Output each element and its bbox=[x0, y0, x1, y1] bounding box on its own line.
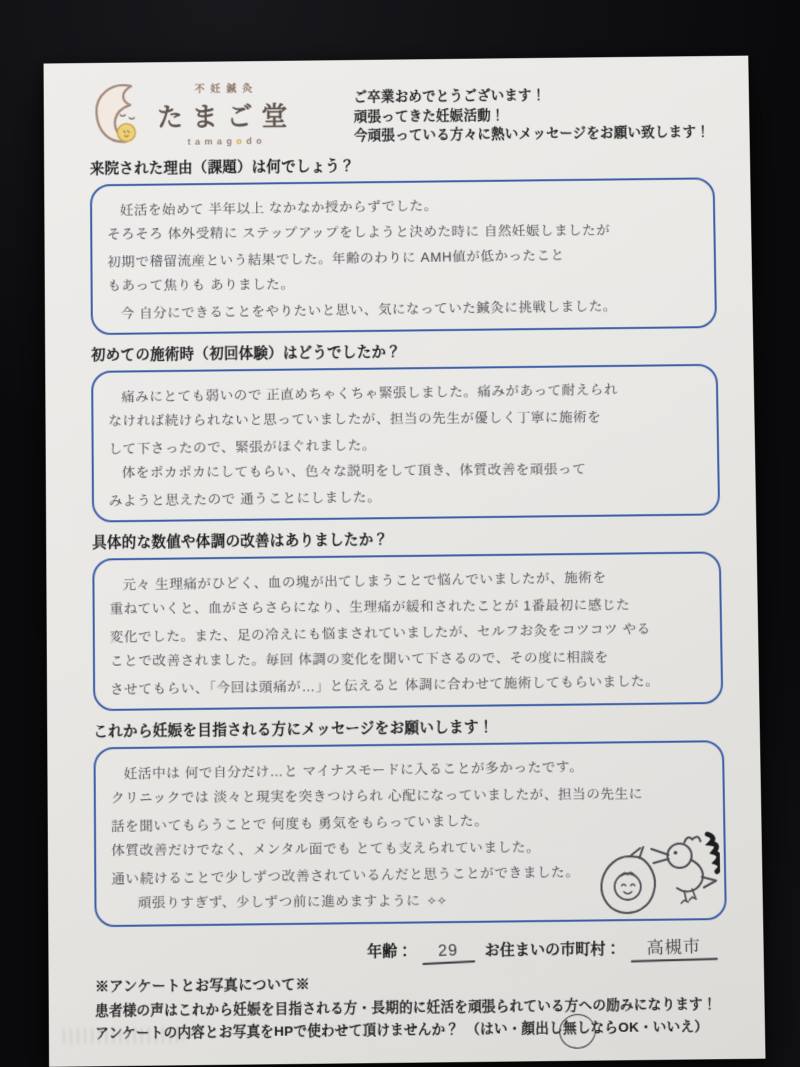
answer-line: 初期で稽留流産という結果でした。年齢のわりに AMH値が低かったこと bbox=[107, 247, 565, 270]
answer-line: 体をポカポカにしてもらい、色々な説明をして頂き、体質改善を頑張って bbox=[121, 461, 587, 480]
answer-line: 変化でした。また、足の冷えにも悩まされていましたが、セルフお灸をコツコツ やる bbox=[109, 620, 651, 645]
romaji-accent-o: o bbox=[236, 135, 247, 146]
answer-line: して下さったので、緊張がほぐれました。 bbox=[108, 437, 377, 457]
circled-option-no-face: 無し bbox=[563, 1016, 591, 1039]
answer-line: もあって焦りも ありました。 bbox=[107, 276, 295, 293]
answer-line: 妊活を始めて 半年以上 なかなか授からずでした。 bbox=[119, 197, 438, 218]
header-message-line: 頑張ってきた妊娠活動！ bbox=[353, 107, 505, 124]
logo-tagline: 不妊鍼灸 bbox=[194, 83, 259, 95]
questionnaire-paper bbox=[44, 56, 766, 1067]
answer-line: 通い続けることで少しずつ改善されているんだと思うことができました。 bbox=[111, 863, 580, 887]
logo-face-icon bbox=[89, 80, 153, 148]
section-message bbox=[93, 712, 727, 926]
answer-line: そろそろ 体外受精に ステップアップをしようと決めた時に 自然妊娠しましたが bbox=[107, 222, 611, 242]
answer-line: させてもらい、「今回は頭痛が…」と伝えると 体調に合わせて施術してもらいました。 bbox=[110, 672, 660, 697]
romaji-part: tamag bbox=[187, 135, 237, 147]
question-1: 来院された理由（課題）は何でしょう？ bbox=[89, 158, 355, 177]
header-message-line: 今頑張っている方々に熱いメッセージをお願い致します！ bbox=[353, 124, 710, 143]
clinic-name: たまご堂 bbox=[156, 100, 297, 132]
age-label: 年齢： bbox=[366, 942, 413, 961]
footer-title: ※アンケートとお写真について※ bbox=[94, 974, 311, 994]
answer-line: 痛みにとても弱いので 正直めちゃくちゃ緊張しました。痛みがあって耐えられ bbox=[121, 381, 619, 405]
answer-line: 体質改善だけでなく、メンタル面でも とても支えられていました。 bbox=[111, 839, 541, 858]
profile-row bbox=[95, 932, 718, 968]
answer-line: 重ねていくと、血がさらさらになり、生理痛が緩和されたことが 1番最初に感じた bbox=[109, 596, 631, 616]
logo-text bbox=[157, 79, 297, 147]
answer-box-3 bbox=[92, 551, 723, 711]
answer-box-1 bbox=[90, 177, 717, 335]
answer-line: 今 自分にできることをやりたいと思い、気になっていた鍼灸に挑戦しました。 bbox=[120, 297, 617, 321]
consent-footer bbox=[95, 968, 729, 1044]
answer-line bbox=[112, 885, 710, 916]
header-message-line: ご卒業おめでとうございます！ bbox=[353, 87, 546, 105]
paper-header bbox=[89, 74, 714, 149]
city-label: お住まいの市町村： bbox=[484, 939, 621, 959]
answer-box-4 bbox=[93, 740, 726, 927]
sparkle-icon: ✧✧ bbox=[426, 893, 447, 908]
header-message bbox=[353, 74, 710, 146]
answer-line: なければ続けられないと思っていましたが、担当の先生が優しく丁寧に施術を bbox=[108, 409, 602, 428]
section-reason bbox=[90, 150, 717, 334]
section-first-visit bbox=[91, 336, 720, 522]
question-3: 具体的な数値や体調の改善はありましたか？ bbox=[92, 531, 389, 552]
answer-line-text: 頑張りすぎず、少しずつ前に進めますように bbox=[137, 892, 421, 911]
footer-line-1: 患者様の声はこれから妊娠を目指される方・長期的に妊活を頑張られている方への励みになります！ bbox=[95, 995, 717, 1019]
answer-line: 話を聞いてもらうことで 何度も 勇気をもらっていました。 bbox=[110, 812, 489, 834]
answer-line: 妊活中は 何で自分だけ…と マイナスモードに入ることが多かったです。 bbox=[123, 758, 584, 781]
answer-line: みようと思えたので 通うことにしました。 bbox=[108, 488, 382, 509]
footer-options: ならOK・いいえ） bbox=[590, 1018, 709, 1035]
answer-line: 元々 生理痛がひどく、血の塊が出てしまうことで悩んでいましたが、施術を bbox=[122, 569, 607, 592]
question-2: 初めての施術時（初回体験）はどうでしたか？ bbox=[90, 344, 402, 364]
clinic-logo bbox=[89, 78, 332, 148]
romaji-part: do bbox=[246, 135, 267, 146]
age-value: 29 bbox=[422, 941, 475, 965]
question-4: これから妊娠を目指される方にメッセージをお願いします！ bbox=[93, 719, 494, 740]
clinic-name-romaji bbox=[157, 135, 296, 146]
footer-question: アンケートの内容とお写真をHPで使わせて頂けませんか？ （はい・顔出し bbox=[95, 1019, 564, 1041]
faint-pencil-marks bbox=[63, 1027, 184, 1045]
section-improvement bbox=[92, 524, 723, 711]
city-value: 高槻市 bbox=[630, 931, 718, 962]
answer-line: クリニックでは 淡々と現実を突きつけられ 心配になっていましたが、担当の先生に bbox=[110, 785, 644, 806]
answer-line: ことで改善されました。毎回 体調の変化を聞いて下さるので、その度に相談を bbox=[109, 649, 609, 669]
answer-box-2 bbox=[91, 363, 720, 522]
